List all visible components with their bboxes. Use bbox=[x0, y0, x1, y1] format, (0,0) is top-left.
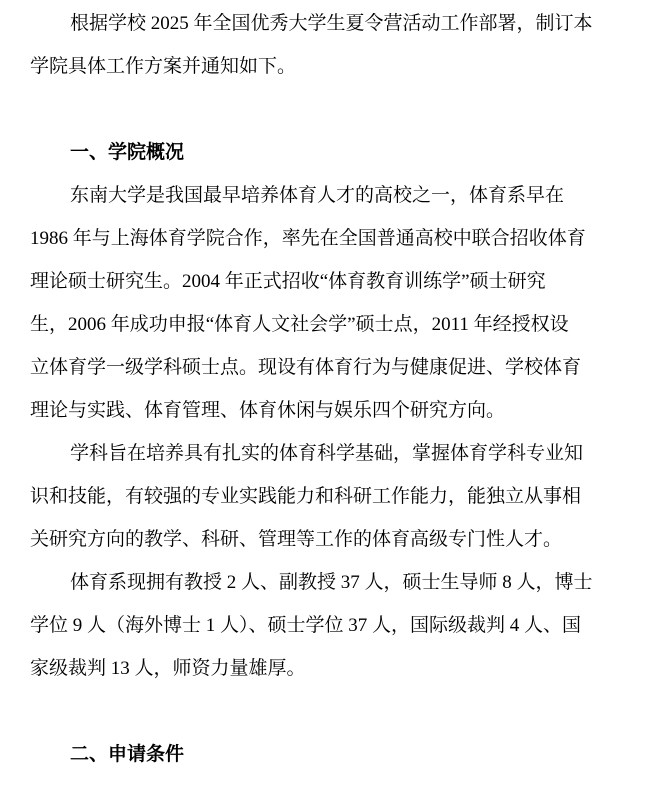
text-line: 学科旨在培养具有扎实的体育科学基础，掌握体育学科专业知 bbox=[70, 443, 584, 464]
text-line: 1986 年与上海体育学院合作，率先在全国普通高校中联合招收体育 bbox=[30, 228, 586, 249]
text-line: 东南大学是我国最早培养体育人才的高校之一，体育系早在 bbox=[70, 185, 565, 206]
text-line: 理论与实践、体育管理、体育休闲与娱乐四个研究方向。 bbox=[30, 400, 506, 421]
blank-line bbox=[0, 88, 654, 131]
text-line: 理论硕士研究生。2004 年正式招收“体育教育训练学”硕士研究 bbox=[30, 271, 546, 292]
text-line: 体育系现拥有教授 2 人、副教授 37 人，硕士生导师 8 人，博士 bbox=[70, 572, 593, 593]
text-line: 学位 9 人（海外博士 1 人）、硕士学位 37 人，国际级裁判 4 人、国 bbox=[30, 615, 582, 636]
text-line: 关研究方向的教学、科研、管理等工作的体育高级专门性人才。 bbox=[30, 529, 563, 550]
blank-line bbox=[0, 690, 654, 733]
text-line: 根据学校 2025 年全国优秀大学生夏令营活动工作部署，制订本 bbox=[70, 13, 593, 34]
overview-paragraph-history bbox=[0, 174, 654, 432]
intro-paragraph bbox=[0, 2, 654, 88]
text-line: 学院具体工作方案并通知如下。 bbox=[30, 56, 297, 77]
section-heading-overview: 一、学院概况 bbox=[70, 141, 185, 163]
overview-paragraph-goals bbox=[0, 432, 654, 561]
overview-paragraph-faculty bbox=[0, 561, 654, 690]
text-line: 家级裁判 13 人，师资力量雄厚。 bbox=[30, 658, 306, 679]
section-heading-requirements: 二、申请条件 bbox=[70, 743, 185, 765]
text-line: 立体育学一级学科硕士点。现设有体育行为与健康促进、学校体育 bbox=[30, 357, 582, 378]
text-line: 识和技能，有较强的专业实践能力和科研工作能力，能独立从事相 bbox=[30, 486, 582, 507]
text-line: 生，2006 年成功申报“体育人文社会学”硕士点，2011 年经授权设 bbox=[30, 314, 569, 335]
